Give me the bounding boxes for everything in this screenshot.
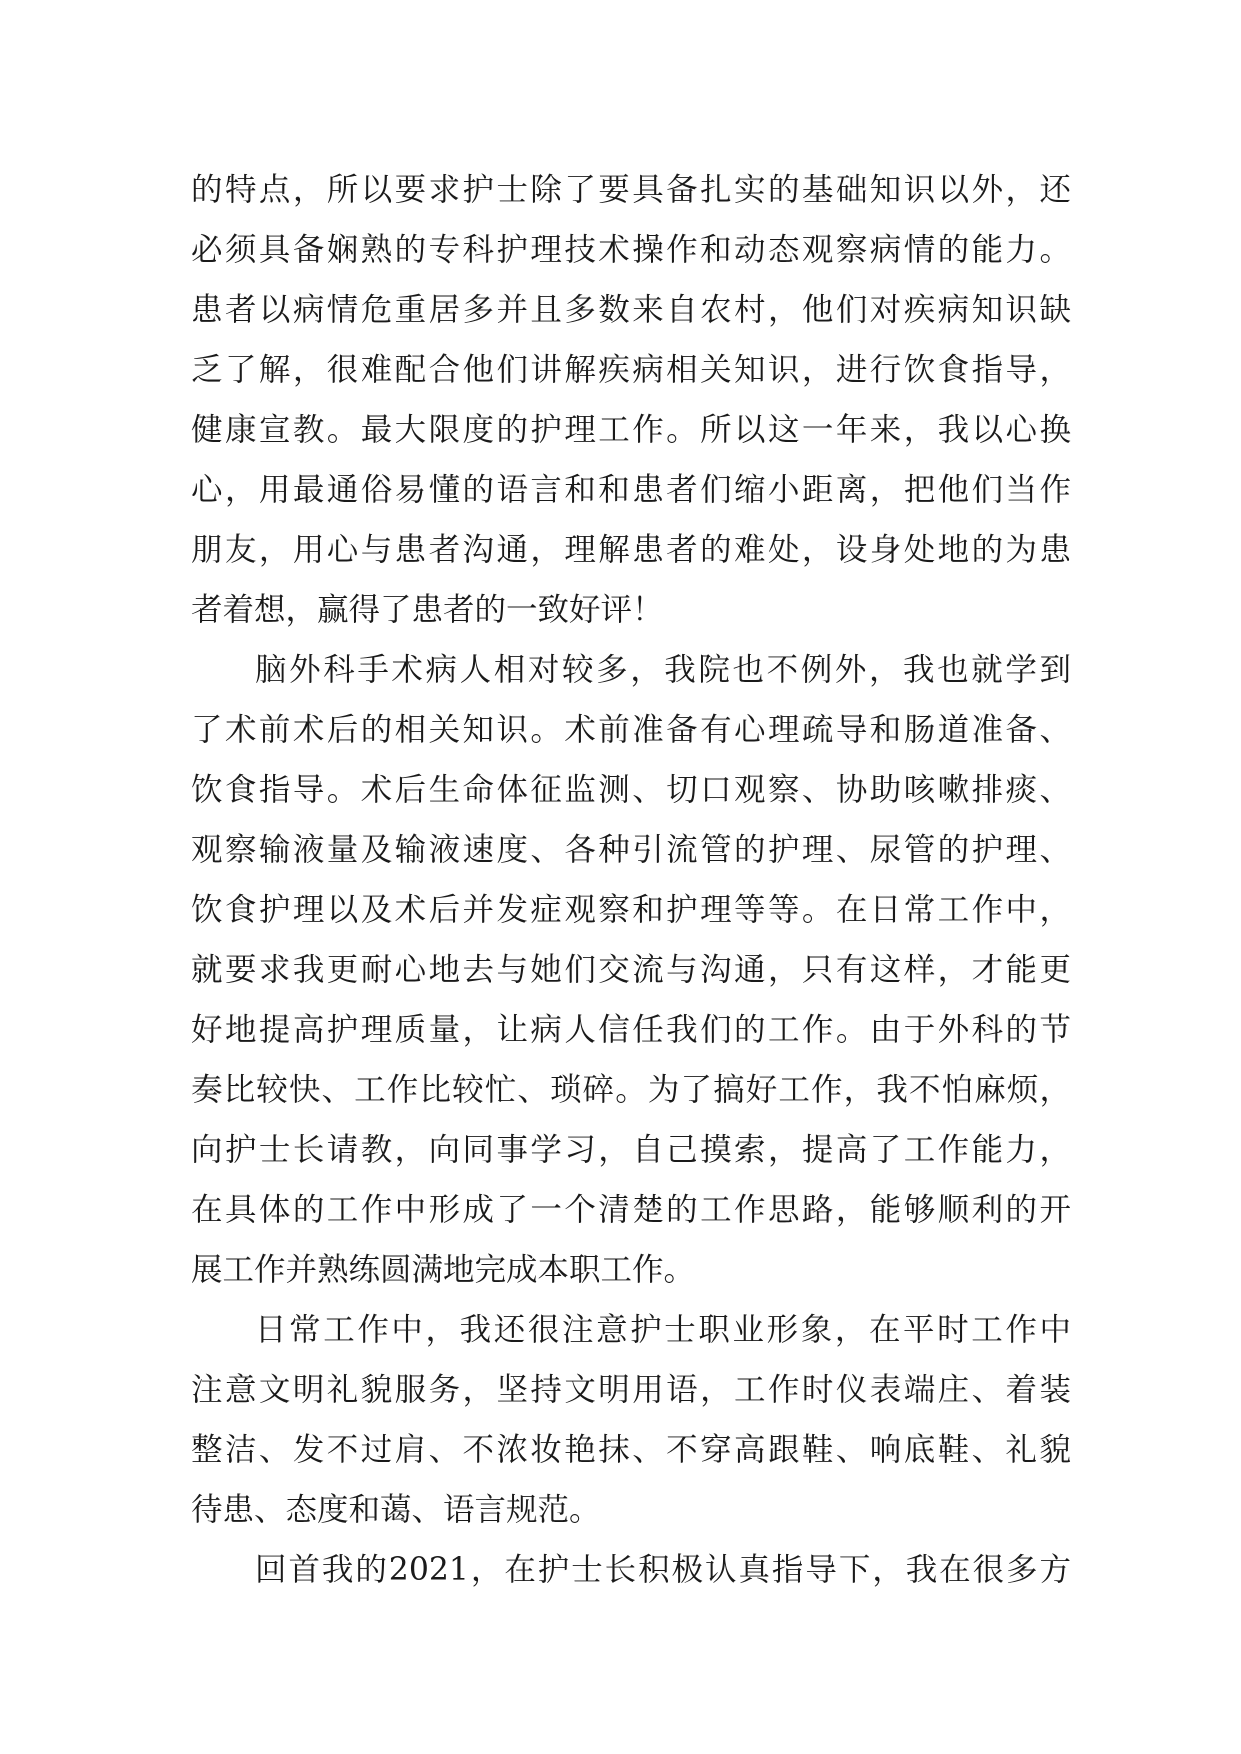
text-line: 心，用最通俗易懂的语言和和患者们缩小距离，把他们当作: [191, 472, 1071, 508]
text-line: 在具体的工作中形成了一个清楚的工作思路，能够顺利的开: [191, 1192, 1071, 1228]
text-line: 朋友，用心与患者沟通，理解患者的难处，设身处地的为患: [191, 532, 1071, 568]
text-line: 患者以病情危重居多并且多数来自农村，他们对疾病知识缺: [191, 292, 1071, 328]
text-line: 脑外科手术病人相对较多，我院也不例外，我也就学到: [255, 652, 1071, 688]
text-line: 好地提高护理质量，让病人信任我们的工作。由于外科的节: [191, 1012, 1071, 1048]
text-line: 回首我的2021，在护士长积极认真指导下，我在很多方: [255, 1552, 1071, 1588]
text-line: 日常工作中，我还很注意护士职业形象，在平时工作中: [255, 1312, 1071, 1348]
text-line: 必须具备娴熟的专科护理技术操作和动态观察病情的能力。: [191, 232, 1071, 268]
text-line: 了术前术后的相关知识。术前准备有心理疏导和肠道准备、: [191, 712, 1071, 748]
text-line: 的特点，所以要求护士除了要具备扎实的基础知识以外，还: [191, 172, 1071, 208]
text-line: 就要求我更耐心地去与她们交流与沟通，只有这样，才能更: [191, 952, 1071, 988]
text-line: 者着想，赢得了患者的一致好评！: [191, 592, 664, 628]
text-line: 乏了解，很难配合他们讲解疾病相关知识，进行饮食指导，: [191, 352, 1071, 388]
text-line: 整洁、发不过肩、不浓妆艳抹、不穿高跟鞋、响底鞋、礼貌: [191, 1432, 1071, 1468]
text-line: 观察输液量及输液速度、各种引流管的护理、尿管的护理、: [191, 832, 1071, 868]
text-line: 健康宣教。最大限度的护理工作。所以这一年来，我以心换: [191, 412, 1071, 448]
text-line: 奏比较快、工作比较忙、琐碎。为了搞好工作，我不怕麻烦，: [191, 1072, 1071, 1108]
body-text: [191, 160, 1071, 1600]
text-line: 展工作并熟练圆满地完成本职工作。: [191, 1252, 696, 1288]
text-line: 待患、态度和蔼、语言规范。: [191, 1492, 601, 1528]
text-line: 注意文明礼貌服务，坚持文明用语，工作时仪表端庄、着装: [191, 1372, 1071, 1408]
text-line: 向护士长请教，向同事学习，自己摸索，提高了工作能力，: [191, 1132, 1071, 1168]
text-line: 饮食护理以及术后并发症观察和护理等等。在日常工作中，: [191, 892, 1071, 928]
text-line: 饮食指导。术后生命体征监测、切口观察、协助咳嗽排痰、: [191, 772, 1071, 808]
